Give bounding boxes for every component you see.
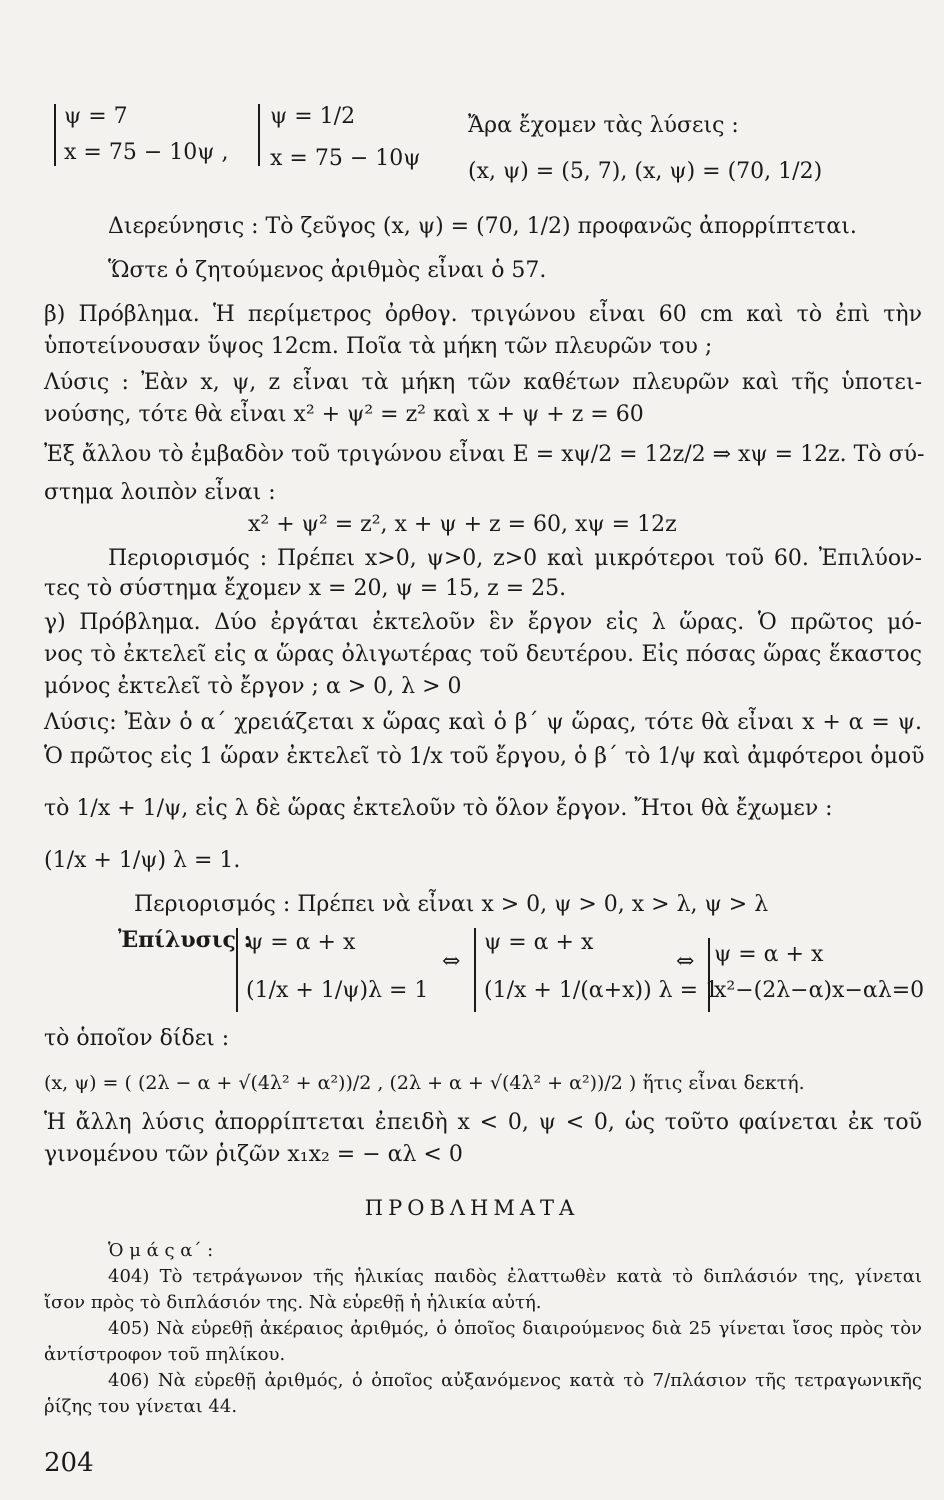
problem-405-line-1: 405) Νὰ εὑρεθῇ ἀκέραιος ἀριθμός, ὁ ὁποῖος διαιρούμενος διὰ 25 γίνεται ἴσος πρὸς τὸν	[108, 1318, 922, 1339]
sys1-line-1: ψ = α + x	[246, 930, 356, 955]
prob-c-line-1: γ) Πρόβλημα. Δύο ἐργάται ἐκτελοῦν ἓν ἔργον εἰς λ ὥρας. Ὁ πρῶτος μό-	[44, 610, 922, 635]
brace-left-1	[54, 104, 56, 166]
brace-sys-1	[236, 928, 238, 1012]
solutions: (x, ψ) = (5, 7), (x, ψ) = (70, 1/2)	[468, 159, 823, 184]
prob-b-line-9: τες τὸ σύστημα ἔχομεν x = 20, ψ = 15, z = 25.	[44, 576, 567, 601]
discussion-line: Διερεύνησις : Τὸ ζεῦγος (x, ψ) = (70, 1/2) προφανῶς ἀπορρίπτεται.	[108, 214, 857, 239]
solution-formula: (x, ψ) = ( (2λ − α + √(4λ² + α²))/2 , (2λ + α + √(4λ² + α²))/2 ) ἥτις εἶναι δεκτή.	[44, 1072, 805, 1094]
prob-c-line-5: Ὁ πρῶτος εἰς 1 ὥραν ἐκτελεῖ τὸ 1/x τοῦ ἔργου, ὁ β΄ τὸ 1/ψ καὶ ἀμφότεροι ὁμοῦ	[44, 744, 925, 769]
equiv-arrow-1: ⇔	[442, 949, 461, 974]
prob-c-line-6: τὸ 1/x + 1/ψ, εἰς λ δὲ ὥρας ἐκτελοῦν τὸ ὅλον ἔργον. Ἤτοι θὰ ἔχωμεν :	[44, 796, 833, 821]
system-2-line-1: ψ = 1/2	[270, 104, 356, 129]
problem-404-line-2: ἴσον πρὸς τὸ διπλάσιόν της. Νὰ εὑρεθῇ ἡ ἡλικία αὐτή.	[44, 1292, 542, 1313]
prob-c-line-2: νος τὸ ἐκτελεῖ εἰς α ὥρας ὀλιγωτέρας τοῦ δευτέρου. Εἰς πόσας ὥρας ἕκαστος	[44, 642, 922, 667]
equiv-arrow-2: ⇔	[676, 949, 695, 974]
prob-b-line-4: νούσης, τότε θὰ εἶναι x² + ψ² = z² καὶ x + ψ + z = 60	[44, 402, 644, 427]
prob-c-line-4: Λύσις: Ἐὰν ὁ α΄ χρειάζεται x ὥρας καὶ ὁ β΄ ψ ὥρας, τότε θὰ εἶναι x + α = ψ.	[44, 710, 922, 735]
gives-line: τὸ ὁποῖον δίδει :	[44, 1026, 230, 1051]
prob-b-line-3: Λύσις : Ἐὰν x, ψ, z εἶναι τὰ μήκη τῶν καθέτων πλευρῶν καὶ τῆς ὑποτει-	[44, 370, 922, 395]
brace-left-2	[258, 104, 260, 166]
prob-b-line-8: Περιορισμός : Πρέπει x>0, ψ>0, z>0 καὶ μικρότεροι τοῦ 60. Ἐπιλύον-	[108, 546, 922, 571]
group-label: Ὁ μ ά ς α΄ :	[108, 1240, 214, 1261]
problem-406-line-1: 406) Νὰ εὑρεθῇ ἀριθμός, ὁ ὁποῖος αὐξανόμενος κατὰ τὸ 7/πλάσιον τῆς τετραγωνικῆς	[108, 1370, 922, 1391]
section-heading: ΠΡΟΒΛΗΜΑΤΑ	[364, 1196, 580, 1220]
brace-sys-3	[708, 938, 710, 1012]
sys2-line-2: (1/x + 1/(α+x)) λ = 1	[484, 978, 720, 1003]
sys2-line-1: ψ = α + x	[484, 930, 594, 955]
prob-b-system: x² + ψ² = z², x + ψ + z = 60, xψ = 12z	[248, 512, 677, 537]
prob-b-line-2: ὑποτείνουσαν ὕψος 12cm. Ποῖα τὰ μήκη τῶν πλευρῶν του ;	[44, 334, 713, 359]
system-1-line-2: x = 75 − 10ψ ,	[64, 140, 229, 165]
rejected-line: Ἡ ἄλλη λύσις ἀπορρίπτεται ἐπειδὴ x < 0, ψ < 0, ὡς τοῦτο φαίνεται ἐκ τοῦ	[44, 1110, 922, 1135]
prob-b-line-1: β) Πρόβλημα. Ἡ περίμετρος ὀρθογ. τριγώνου εἶναι 60 cm καὶ τὸ ἐπὶ τὴν	[44, 302, 922, 327]
sys3-line-1: ψ = α + x	[714, 942, 824, 967]
problem-405-line-2: ἀντίστροφον τοῦ πηλίκου.	[44, 1344, 286, 1365]
prob-b-line-6: στημα λοιπὸν εἶναι :	[44, 480, 276, 505]
prob-c-line-3: μόνος ἐκτελεῖ τὸ ἔργον ; α > 0, λ > 0	[44, 674, 462, 699]
conclusion-line: Ὥστε ὁ ζητούμενος ἀριθμὸς εἶναι ὁ 57.	[108, 258, 547, 283]
sys3-line-2: x²−(2λ−α)x−αλ=0	[714, 978, 925, 1003]
system-1-line-1: ψ = 7	[64, 104, 128, 129]
problem-406-line-2: ῥίζης του γίνεται 44.	[44, 1396, 238, 1417]
prob-c-constraints: Περιορισμός : Πρέπει νὰ εἶναι x > 0, ψ > 0, x > λ, ψ > λ	[134, 892, 769, 917]
system-2-line-2: x = 75 − 10ψ	[270, 146, 421, 171]
solution-label: Ἐπίλυσις :	[118, 927, 252, 953]
page-number: 204	[44, 1448, 94, 1478]
roots-product-line: γινομένου τῶν ῥιζῶν x₁x₂ = − αλ < 0	[44, 1142, 463, 1167]
prob-c-equation: (1/x + 1/ψ) λ = 1.	[44, 848, 241, 873]
sys1-line-2: (1/x + 1/ψ)λ = 1	[246, 978, 429, 1003]
prob-b-line-5: Ἐξ ἄλλου τὸ ἐμβαδὸν τοῦ τριγώνου εἶναι E = xψ/2 = 12z/2 ⇒ xψ = 12z. Τὸ σύ-	[44, 442, 925, 467]
problem-404-line-1: 404) Τὸ τετράγωνον τῆς ἡλικίας παιδὸς ἐλαττωθὲν κατὰ τὸ διπλάσιόν της, γίνεται	[108, 1266, 922, 1287]
brace-sys-2	[474, 928, 476, 1012]
solutions-intro: Ἄρα ἔχομεν τὰς λύσεις :	[468, 113, 739, 138]
